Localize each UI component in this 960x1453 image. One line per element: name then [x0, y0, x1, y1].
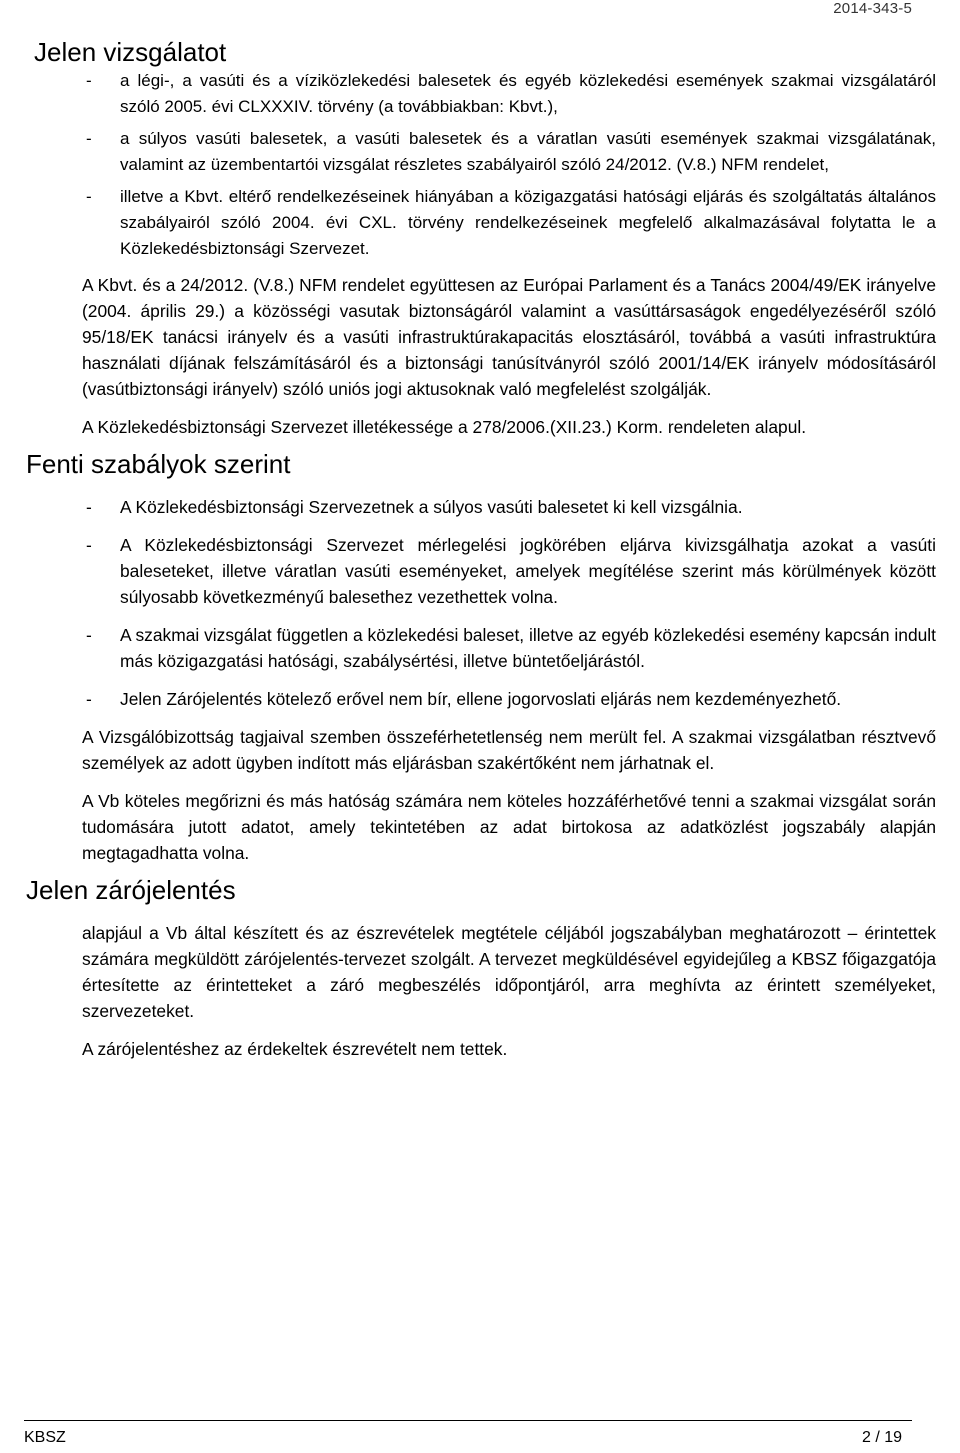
document-body: [20, 36, 936, 1062]
paragraph-directive: A Kbvt. és a 24/2012. (V.8.) NFM rendelet együttesen az Európai Parlament és a Tanács 2004/49/EK irányelve (2004. április 29.) a közösségi vasutak biztonságáról valamint a vasúttársaságok engedélyezéséről szóló 95/18/EK tanácsi irányelv és a vasúti infrastruktúrakapacitás elosztásáról, továbbá a vasúti infrastruktúra használati díjának felszámításáról és a biztonsági tanúsítványról szóló 2001/14/EK irányelv módosításáról (vasútbiztonsági irányelv) szóló uniós jogi aktusoknak való megfelelést szolgálják.: [82, 275, 936, 399]
legal-basis-list: [20, 68, 936, 262]
list-item: [20, 686, 936, 712]
list-dash: -: [86, 71, 92, 90]
list-dash: -: [86, 187, 92, 206]
list-dash: -: [86, 129, 92, 148]
list-item-text: A szakmai vizsgálat független a közlekedési baleset, illetve az egyéb közlekedési esemény kapcsán indult más közigazgatási hatósági, szabálysértési, illetve büntetőeljárástól.: [120, 625, 936, 671]
paragraph-no-comments: A zárójelentéshez az érdekeltek észrevételt nem tettek.: [82, 1039, 508, 1059]
section-title-rules: Fenti szabályok szerint: [26, 449, 291, 479]
page-footer: [24, 1420, 912, 1446]
list-item-text: a súlyos vasúti balesetek, a vasúti balesetek és a váratlan vasúti események szakmai vizsgálatának, valamint az üzembentartói vizsgálat részletes szabályairól szóló 24/2012. (V.8.) NFM rendelet,: [120, 129, 936, 174]
list-item-text: A Közlekedésbiztonsági Szervezetnek a súlyos vasúti balesetet ki kell vizsgálnia.: [120, 497, 743, 517]
rules-list: [20, 494, 936, 712]
list-dash: -: [86, 497, 92, 517]
list-item: [20, 622, 936, 674]
section-title-investigation: Jelen vizsgálatot: [34, 37, 227, 67]
list-item-text: illetve a Kbvt. eltérő rendelkezéseinek hiányában a közigazgatási hatósági eljárás és szolgáltatás általános szabályairól szóló 2004. évi CXL. törvény rendelkezéseinek megfelelő alkalmazásával folytatta le a Közlekedésbiztonsági Szervezet.: [120, 187, 936, 258]
list-item: [20, 532, 936, 610]
list-item-text: A Közlekedésbiztonsági Szervezet mérlegelési jogkörében eljárva kivizsgálhatja azokat a vasúti baleseteket, illetve váratlan vasúti eseményeket, amelyek megítélése szerint más körülmények között súlyosabb következményű balesethez vezethettek volna.: [120, 535, 936, 607]
paragraph-confidentiality: A Vb köteles megőrizni és más hatóság számára nem köteles hozzáférhetővé tenni a szakmai vizsgálat során tudomására jutott adatot, amely tekintetében az adat birtokosa az adatközlést jogszabály alapján megtagadhatta volna.: [82, 791, 936, 863]
list-item: [20, 184, 936, 262]
footer-organization: KBSZ: [24, 1429, 66, 1446]
list-item-text: a légi-, a vasúti és a víziközlekedési balesetek és egyéb közlekedési események szakmai vizsgálatáról szóló 2005. évi CLXXXIV. törvény (a továbbiakban: Kbvt.),: [120, 71, 936, 116]
list-item: [20, 68, 936, 120]
list-item: [20, 494, 936, 520]
document-id: 2014-343-5: [833, 0, 912, 17]
paragraph-draft-report: alapjául a Vb által készített és az észrevételek megtétele céljából jogszabályban meghatározott – érintettek számára megküldött zárójelentés-tervezet szolgált. A tervezet megküldésével egyidejűleg a KBSZ főigazgatója értesítette az érintetteket a záró megbeszélés időpontjáról, arra meghívta az érintett személyeket, szervezeteket.: [82, 923, 936, 1021]
section-title-final-report: Jelen zárójelentés: [26, 875, 236, 905]
page-number: 2 / 19: [861, 1429, 902, 1446]
list-item: [20, 126, 936, 178]
list-dash: -: [86, 625, 92, 645]
paragraph-conflict-of-interest: A Vizsgálóbizottság tagjaival szemben összeférhetetlenség nem merült fel. A szakmai vizsgálatban résztvevő személyek az adott ügyben indított más eljárásban szakértőként nem járhatnak el.: [82, 727, 936, 773]
list-dash: -: [86, 535, 92, 555]
list-dash: -: [86, 689, 92, 709]
list-item-text: Jelen Zárójelentés kötelező erővel nem bír, ellene jogorvoslati eljárás nem kezdeményezhető.: [120, 689, 842, 709]
paragraph-competence: A Közlekedésbiztonsági Szervezet illetékessége a 278/2006.(XII.23.) Korm. rendeleten alapul.: [82, 417, 807, 437]
